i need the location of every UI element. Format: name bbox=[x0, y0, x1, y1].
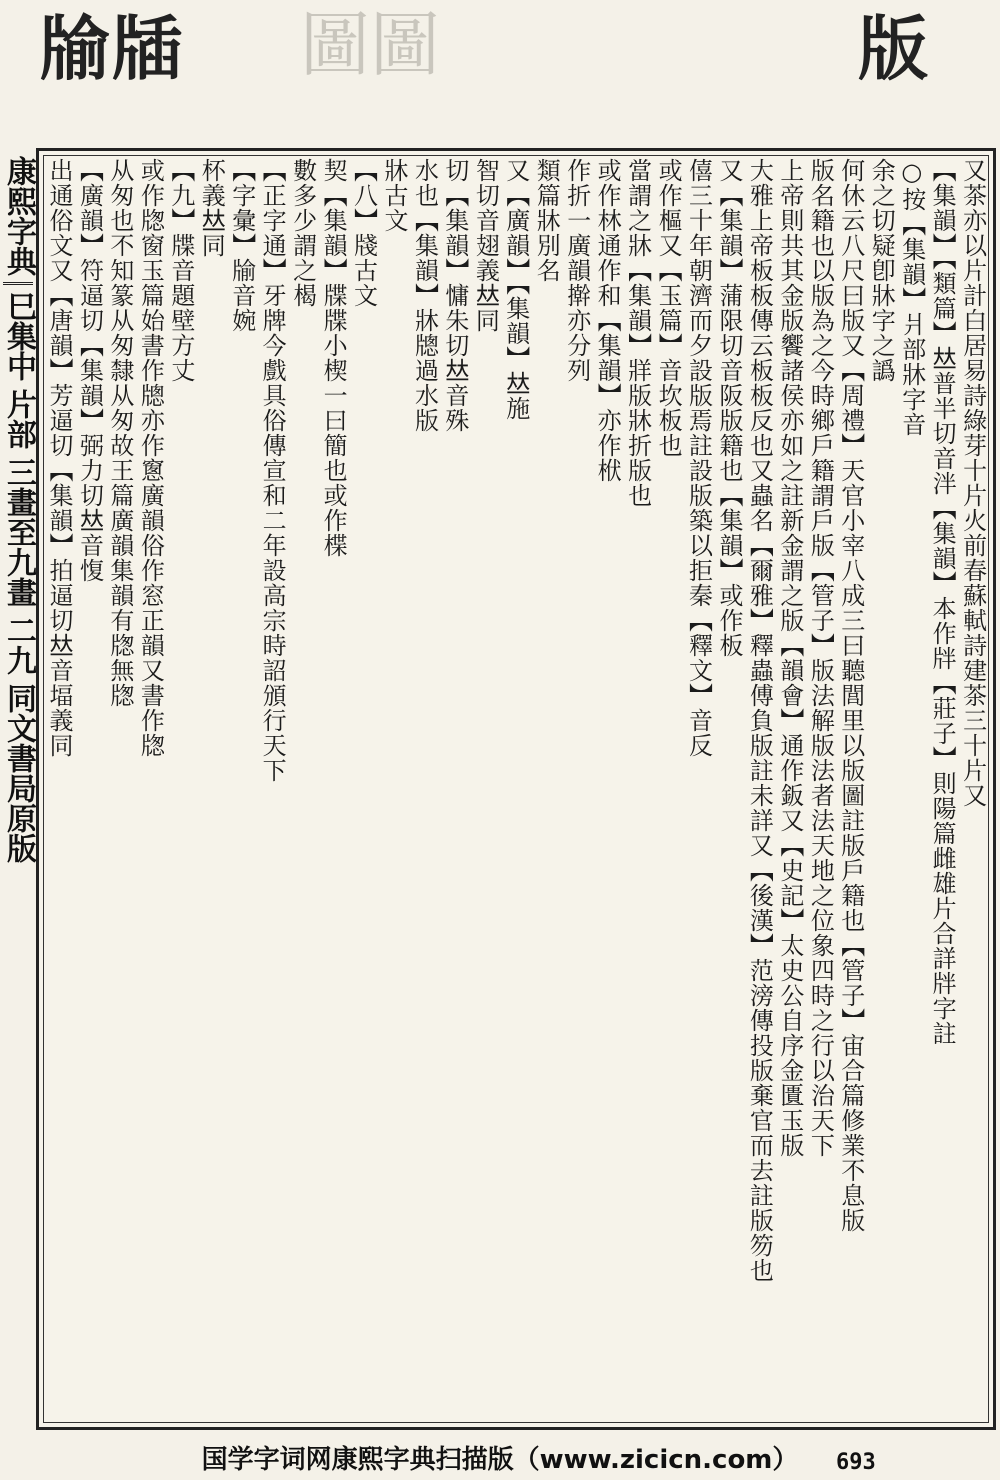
text-column: 或作林通作和【集韻】亦作栿 bbox=[593, 158, 622, 483]
text-column: 類篇牀別名 bbox=[532, 158, 561, 283]
page-spine bbox=[0, 148, 36, 1430]
text-column: 杯義𠀤同 bbox=[197, 158, 226, 258]
text-column: 牀古文 bbox=[379, 158, 408, 233]
text-column: 版名籍也以版為之今時鄉戶籍謂戶版【管子】版法解版法者法天地之位象四時之行以治天下 bbox=[806, 158, 835, 1158]
text-column: 【八】牋古文 bbox=[349, 158, 378, 308]
text-column: 又【集韻】蒲限切音阪版籍也【集韻】或作板 bbox=[714, 158, 743, 658]
text-column: ○按【集韻】爿部牀字音 bbox=[897, 158, 926, 437]
spine-volume: 巳集中 bbox=[1, 291, 36, 381]
text-column: 何休云八尺曰版又【周禮】天官小宰八成三曰聽閭里以版圖註版戶籍也【管子】宙合篇修業不息版 bbox=[836, 158, 865, 1233]
spine-leaf: 二九 bbox=[1, 615, 36, 675]
header-right-glyph: 版 bbox=[858, 7, 928, 90]
spine-radical: 片部 bbox=[1, 389, 36, 449]
text-column: 余之切疑卽牀字之譌 bbox=[867, 158, 896, 383]
header-left-glyphs: 牏牐 bbox=[40, 7, 184, 90]
spine-strokes: 三畫至九畫 bbox=[1, 457, 36, 607]
text-column: 【九】牒音題壁方丈 bbox=[166, 158, 195, 383]
text-column: 智切音翅義𠀤同 bbox=[471, 158, 500, 333]
text-column: 當謂之牀【集韻】牂版牀折版也 bbox=[623, 158, 652, 508]
text-column: 僖三十年朝濟而夕設版焉註設版築以拒秦【釋文】音反 bbox=[684, 158, 713, 758]
text-column: 大雅上帝板板傳云板板反也又蟲名【爾雅】釋蟲傅負版註未詳又【後漢】范滂傳投版棄官而去註版笏也 bbox=[745, 158, 774, 1283]
entry-columns bbox=[44, 158, 988, 1420]
bleed-through-glyphs: 圖圖 bbox=[300, 4, 440, 86]
spine-publisher: 同文書局原版 bbox=[1, 683, 36, 863]
page-number: 693 bbox=[836, 1450, 876, 1475]
text-column: 或作樞又【玉篇】音坎板也 bbox=[654, 158, 683, 458]
text-column: 【集韻】【類篇】𠀤普半切音泮【集韻】本作牉【莊子】則陽篇雌雄片合詳牉字註 bbox=[928, 158, 957, 1046]
text-column: 數多少謂之楬 bbox=[288, 158, 317, 308]
text-column: 契【集韻】牒牒小楔一曰簡也或作楪 bbox=[319, 158, 348, 558]
text-column: 作折一廣韻擀亦分列 bbox=[562, 158, 591, 383]
text-column: 从匆也不知篆从匆隸从匆故王篇廣韻集韻有牎無牎 bbox=[105, 158, 134, 708]
text-column: 【字彙】牏音婉 bbox=[227, 158, 256, 333]
text-column: 出通俗文又【唐韻】芳逼切【集韻】拍逼切𠀤音堛義同 bbox=[45, 158, 73, 758]
footer-watermark: 国学字词网康熙字典扫描版（www.zicicn.com） bbox=[201, 1444, 799, 1475]
spine-title: 康熙字典 bbox=[1, 156, 36, 276]
text-column: 【廣韻】符逼切【集韻】弼力切𠀤音愎 bbox=[75, 158, 104, 583]
text-column: 切【集韻】慵朱切𠀤音殊 bbox=[440, 158, 469, 433]
text-column: 又茶亦以片計白居易詩綠芽十片火前春蘇軾詩建茶三十片又 bbox=[958, 158, 987, 808]
text-column: 水也【集韻】牀牕過水版 bbox=[410, 158, 439, 433]
text-column: 或作牎窗玉篇始書作牕亦作窻廣韻俗作窓正韻又書作牎 bbox=[136, 158, 165, 758]
text-column: 【正字通】牙牌今戲具俗傳宣和二年設高宗時詔頒行天下 bbox=[258, 158, 287, 783]
text-column: 上帝則共其金版饗諸侯亦如之註新金謂之版【韻會】通作鈑又【史記】太史公自序金匱玉版 bbox=[775, 158, 804, 1158]
spine-divider bbox=[3, 282, 33, 285]
text-column: 又【廣韻】【集韻】𠀤施 bbox=[501, 158, 530, 421]
